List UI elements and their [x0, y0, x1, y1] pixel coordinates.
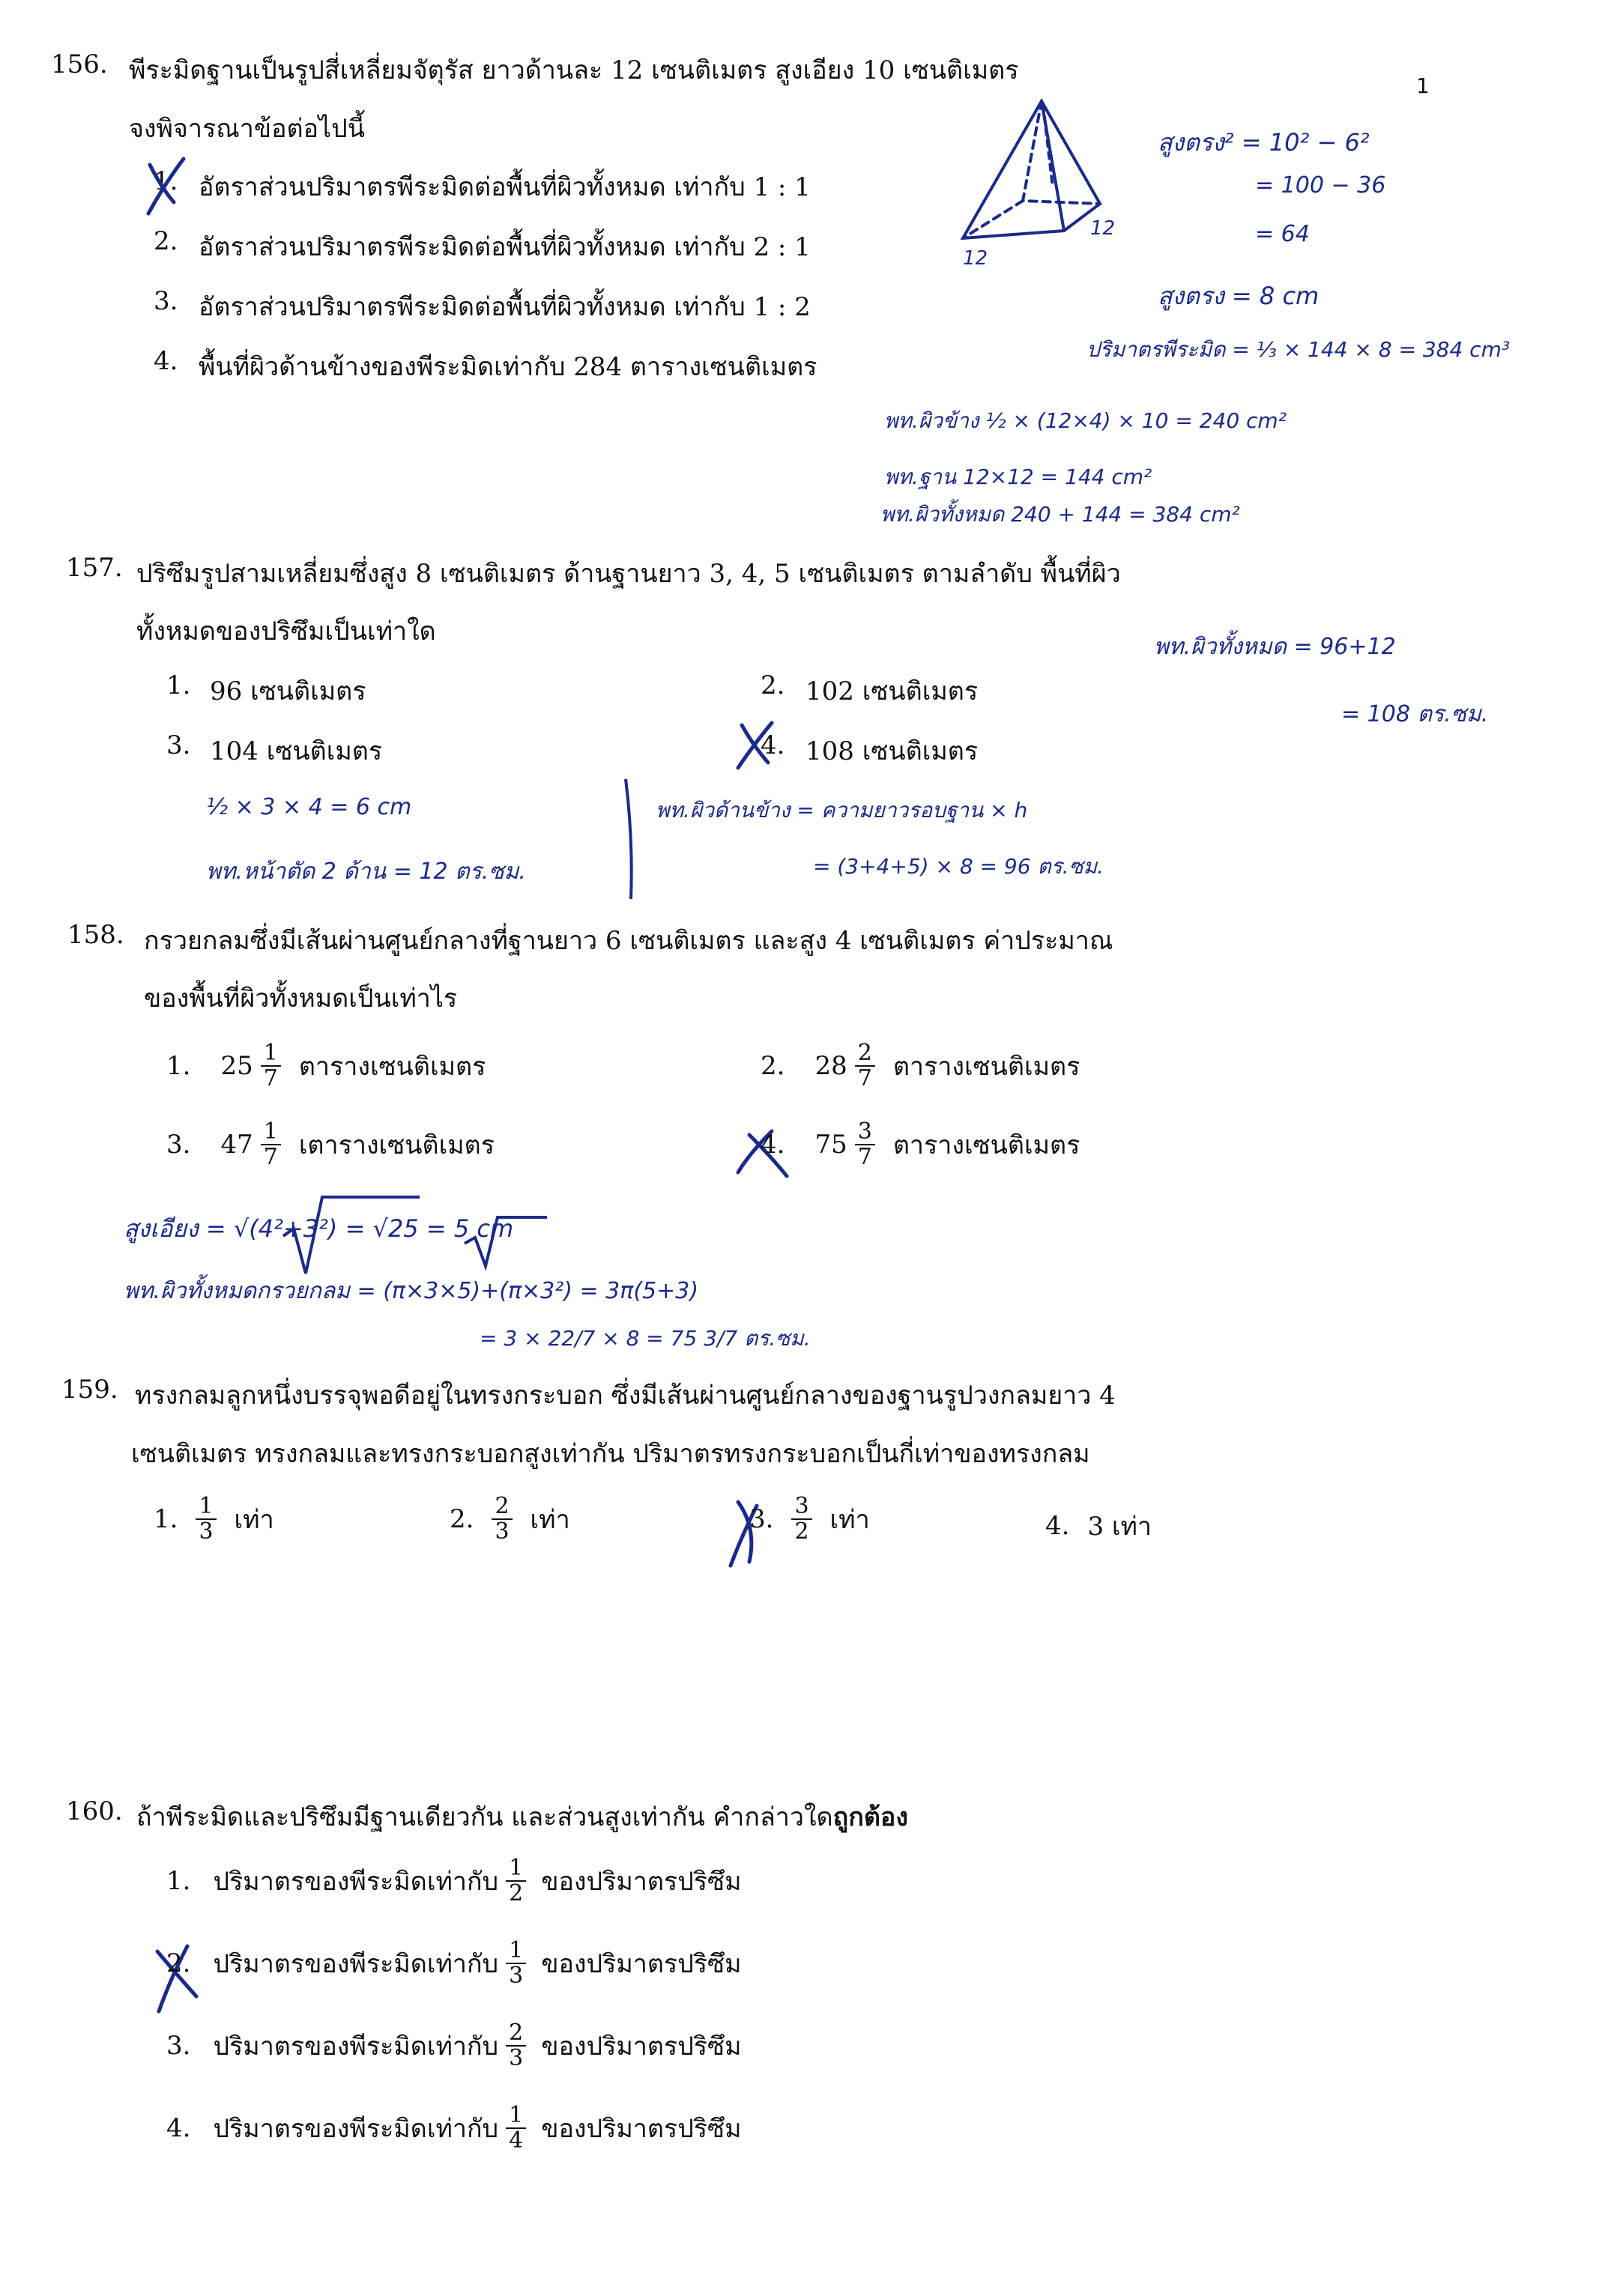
numerator: 1: [261, 1120, 281, 1145]
option-4: [761, 1120, 1080, 1169]
option-number: 2.: [450, 1503, 474, 1534]
denominator: 7: [857, 1064, 872, 1091]
option-text: 96 เซนติเมตร: [210, 676, 366, 706]
handwritten-note: สูงตรง = 8 cm: [1158, 282, 1320, 310]
question-text: พีระมิดฐานเป็นรูปสี่เหลี่ยมจัตุรัส ยาวด้านละ 12 เซนติเมตร สูงเอียง 10 เซนติเมตร: [129, 55, 1019, 85]
question-number: 158.: [67, 920, 124, 950]
option-text: 3 เท่า: [1087, 1512, 1152, 1542]
option-text: อัตราส่วนปริมาตรพีระมิดต่อพื้นที่ผิวทั้งหมด เท่ากับ 1 : 1: [199, 172, 811, 202]
handwritten-note: สูงเอียง = √(4²+3²) = √25 = 5 cm: [124, 1214, 514, 1243]
question-text-main: ถ้าพีระมิดและปริซึมมีฐานเดียวกัน และส่วนสูงเท่ากัน คำกล่าวใด: [136, 1802, 833, 1832]
option-fraction: [506, 1939, 526, 1987]
option-text: ของปริมาตรปริซึม: [541, 2113, 742, 2144]
question-number: 160.: [66, 1796, 123, 1826]
option-whole: 75: [814, 1129, 847, 1160]
denominator: 7: [263, 1143, 278, 1170]
numerator: 1: [261, 1041, 281, 1067]
option-fraction: [261, 1041, 281, 1090]
numerator: 1: [506, 2103, 526, 2129]
figure-label: 12: [963, 247, 988, 270]
option-text: อัตราส่วนปริมาตรพีระมิดต่อพื้นที่ผิวทั้งหมด เท่ากับ 1 : 2: [199, 292, 811, 322]
question-text: เซนติเมตร ทรงกลมและทรงกระบอกสูงเท่ากัน ปริมาตรทรงกระบอกเป็นกี่เท่าของทรงกลม: [131, 1439, 1090, 1469]
option-number: 3.: [166, 1129, 191, 1160]
option-text: ปริมาตรของพีระมิดเท่ากับ: [213, 2113, 499, 2144]
option-text: อัตราส่วนปริมาตรพีระมิดต่อพื้นที่ผิวทั้งหมด เท่ากับ 2 : 1: [199, 232, 811, 262]
option-number: 1.: [166, 670, 191, 700]
option-number: 2.: [154, 226, 178, 256]
option-3: [166, 2021, 742, 2070]
option-2: [761, 1041, 1080, 1090]
handwritten-note: พท.ฐาน 12×12 = 144 cm²: [884, 464, 1152, 489]
option-3: [166, 1120, 495, 1169]
option-number: 4.: [166, 2112, 191, 2143]
option-unit: ตารางเซนติเมตร: [892, 1130, 1080, 1160]
question-number: 156.: [51, 49, 108, 79]
option-fraction: [506, 1856, 526, 1905]
option-whole: 28: [814, 1050, 847, 1081]
option-fraction: [506, 2103, 526, 2152]
denominator: 2: [509, 1879, 524, 1906]
option-text: 102 เซนติเมตร: [806, 676, 979, 706]
numerator: 1: [506, 1939, 526, 1964]
question-text: ทรงกลมลูกหนึ่งบรรจุพอดีอยู่ในทรงกระบอก ซึ่งมีเส้นผ่านศูนย์กลางของฐานรูปวงกลมยาว 4: [135, 1381, 1116, 1411]
numerator: 3: [855, 1120, 875, 1145]
option-number: 1.: [166, 1865, 191, 1896]
question-text: ปริซึมรูปสามเหลี่ยมซึ่งสูง 8 เซนติเมตร ด้านฐานยาว 3, 4, 5 เซนติเมตร ตามลำดับ พื้นที่ผิว: [136, 559, 1121, 589]
option-4: [166, 2103, 742, 2152]
denominator: 3: [509, 2044, 524, 2071]
option-3: [749, 1494, 870, 1543]
option-number: 4.: [761, 730, 785, 760]
option-unit: เท่า: [530, 1504, 570, 1535]
option-number: 2.: [166, 1948, 191, 1978]
handwritten-note: ปริมาตรพีระมิด = ⅓ × 144 × 8 = 384 cm³: [1086, 337, 1511, 362]
page-number: 1: [1416, 73, 1430, 98]
handwritten-note: = 100 − 36: [1255, 172, 1386, 199]
handwritten-note: พท.ผิวด้านข้าง = ความยาวรอบฐาน × h: [656, 798, 1028, 823]
option-whole: 47: [220, 1129, 253, 1160]
option-number: 2.: [761, 670, 785, 700]
option-fraction: [855, 1041, 875, 1090]
option-number: 3.: [749, 1503, 774, 1534]
denominator: 3: [509, 1962, 524, 1989]
option-number: 3.: [166, 2030, 191, 2061]
option-number: 1.: [166, 1050, 191, 1081]
question-number: 157.: [66, 553, 123, 583]
option-number: 2.: [761, 1050, 785, 1081]
option-unit: เท่า: [829, 1504, 870, 1535]
option-fraction: [492, 1494, 512, 1543]
option-text: ปริมาตรของพีระมิดเท่ากับ: [213, 2031, 499, 2062]
option-number: 4.: [1045, 1511, 1070, 1541]
option-2: [166, 1939, 742, 1987]
figure-label: 12: [1090, 217, 1116, 240]
denominator: 3: [199, 1518, 214, 1545]
handwritten-note: = 64: [1255, 221, 1310, 247]
option-fraction: [855, 1120, 875, 1169]
numerator: 2: [506, 2021, 526, 2047]
numerator: 1: [506, 1856, 526, 1882]
question-number: 159.: [61, 1375, 118, 1405]
denominator: 2: [794, 1518, 809, 1545]
handwritten-note: พท.ผิวข้าง ½ × (12×4) × 10 = 240 cm²: [884, 408, 1287, 433]
option-number: 3.: [166, 730, 191, 760]
question-text: จงพิจารณาข้อต่อไปนี้: [129, 114, 365, 144]
numerator: 2: [855, 1041, 875, 1067]
question-text: ทั้งหมดของปริซึมเป็นเท่าใด: [136, 617, 436, 646]
numerator: 3: [791, 1494, 811, 1520]
handwritten-note: พท.ผิวทั้งหมด 240 + 144 = 384 cm²: [880, 502, 1240, 527]
option-unit: เท่า: [234, 1504, 274, 1535]
denominator: 7: [857, 1143, 872, 1170]
option-number: 1.: [154, 166, 178, 196]
option-text: ของปริมาตรปริซึม: [541, 1866, 742, 1897]
option-unit: ตารางเซนติเมตร: [892, 1051, 1080, 1082]
option-fraction: [261, 1120, 281, 1169]
option-1: [154, 1494, 274, 1543]
numerator: 2: [492, 1494, 512, 1520]
option-text: พื้นที่ผิวด้านข้างของพีระมิดเท่ากับ 284 ตารางเซนติเมตร: [199, 352, 817, 382]
denominator: 7: [263, 1064, 278, 1091]
option-2: [450, 1494, 570, 1543]
question-text: ของพื้นที่ผิวทั้งหมดเป็นเท่าไร: [144, 984, 458, 1014]
handwritten-note: พท.ผิวทั้งหมดกรวยกลม = (π×3×5)+(π×3²) = 3π(5+3): [124, 1278, 699, 1304]
option-text: ของปริมาตรปริซึม: [541, 2031, 742, 2062]
option-text: ของปริมาตรปริซึม: [541, 1948, 742, 1979]
handwritten-note: = (3+4+5) × 8 = 96 ตร.ซม.: [813, 854, 1104, 879]
question-text-bold: ถูกต้อง: [832, 1802, 908, 1832]
option-unit: เตารางเซนติเมตร: [298, 1130, 495, 1160]
handwritten-note: พท.ผิวทั้งหมด = 96+12: [1154, 634, 1396, 660]
question-text: [136, 1796, 908, 1837]
option-1: [166, 1041, 486, 1090]
option-fraction: [506, 2021, 526, 2070]
option-number: 4.: [761, 1129, 785, 1160]
option-number: 4.: [154, 346, 178, 376]
option-unit: ตารางเซนติเมตร: [298, 1051, 486, 1082]
handwritten-note: สูงตรง² = 10² − 6²: [1158, 128, 1370, 157]
option-number: 3.: [154, 286, 178, 316]
question-text: กรวยกลมซึ่งมีเส้นผ่านศูนย์กลางที่ฐานยาว 6 เซนติเมตร และสูง 4 เซนติเมตร ค่าประมาณ: [144, 926, 1113, 956]
option-whole: 25: [220, 1050, 253, 1081]
denominator: 4: [509, 2127, 524, 2154]
option-4: [1045, 1506, 1152, 1546]
numerator: 1: [196, 1494, 216, 1520]
handwritten-note: พท.หน้าตัด 2 ด้าน = 12 ตร.ซม.: [206, 858, 526, 885]
denominator: 3: [495, 1518, 510, 1545]
option-fraction: [791, 1494, 811, 1543]
option-fraction: [196, 1494, 216, 1543]
option-text: 108 เซนติเมตร: [806, 736, 979, 766]
option-text: 104 เซนติเมตร: [210, 736, 383, 766]
option-number: 1.: [154, 1503, 178, 1534]
option-text: ปริมาตรของพีระมิดเท่ากับ: [213, 1948, 499, 1979]
option-1: [166, 1856, 742, 1905]
handwritten-note: = 108 ตร.ซม.: [1341, 701, 1489, 727]
handwritten-note: ½ × 3 × 4 = 6 cm: [206, 794, 412, 820]
option-text: ปริมาตรของพีระมิดเท่ากับ: [213, 1866, 499, 1897]
handwritten-note: = 3 × 22/7 × 8 = 75 3/7 ตร.ซม.: [480, 1326, 811, 1351]
